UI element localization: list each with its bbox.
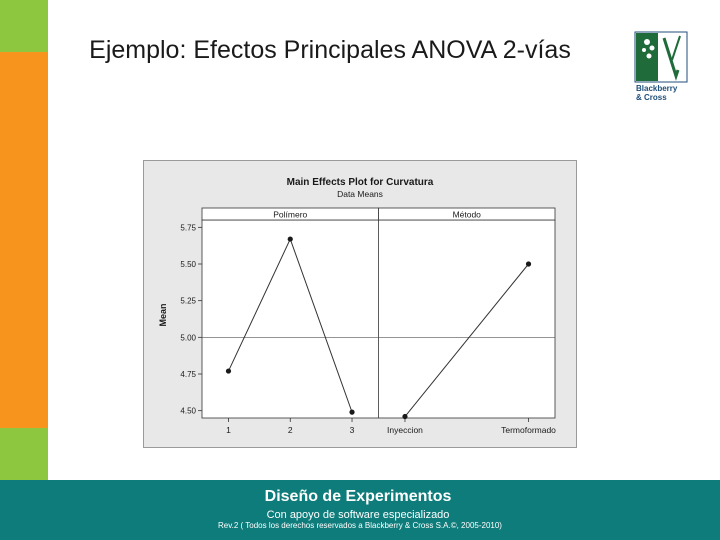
footer-subtitle: Con apoyo de software especializado: [266, 509, 450, 521]
y-axis-label: Mean: [158, 303, 168, 327]
x-tick-label: 2: [287, 425, 293, 435]
left-accent-orange: [0, 52, 48, 428]
plot-layer: [180, 208, 556, 435]
y-tick-label: 4.75: [180, 370, 196, 379]
data-point: [402, 414, 407, 419]
chart-svg: [143, 160, 577, 448]
y-tick-label: 4.50: [180, 406, 196, 416]
chart-title: Main Effects Plot for Curvatura: [286, 177, 434, 188]
footer-rev: Rev.2 ( Todos los derechos reservados a Blackberry & Cross S.A.©, 2005-2010): [218, 521, 502, 530]
x-tick-label: Inyeccion: [387, 425, 423, 435]
panel-strip-label: Polímero: [273, 209, 308, 220]
main-effects-chart: [143, 160, 577, 448]
footer-title: Diseño de Experimentos: [264, 488, 452, 505]
data-point: [349, 410, 354, 415]
y-tick-label: 5.75: [180, 223, 196, 233]
y-tick-label: 5.00: [180, 333, 196, 343]
x-tick-label: 1: [226, 425, 231, 435]
data-point: [226, 368, 231, 373]
logo-text-line1: Blackberry: [636, 84, 678, 93]
left-accent-green-bottom: [0, 428, 48, 480]
left-accent-green-top: [0, 0, 48, 52]
slide-title: Ejemplo: Efectos Principales ANOVA 2-vías: [89, 36, 571, 64]
chart-subtitle: Data Means: [337, 189, 383, 199]
x-tick-label: 3: [349, 425, 355, 435]
logo-text-line2: & Cross: [636, 93, 667, 102]
x-tick-label: Termoformado: [501, 425, 556, 435]
panel-strip-label: Método: [452, 209, 481, 220]
data-point: [288, 236, 293, 241]
y-tick-label: 5.25: [180, 296, 196, 306]
logo-text: [636, 84, 677, 102]
y-tick-label: 5.50: [180, 260, 196, 269]
data-point: [526, 261, 531, 266]
